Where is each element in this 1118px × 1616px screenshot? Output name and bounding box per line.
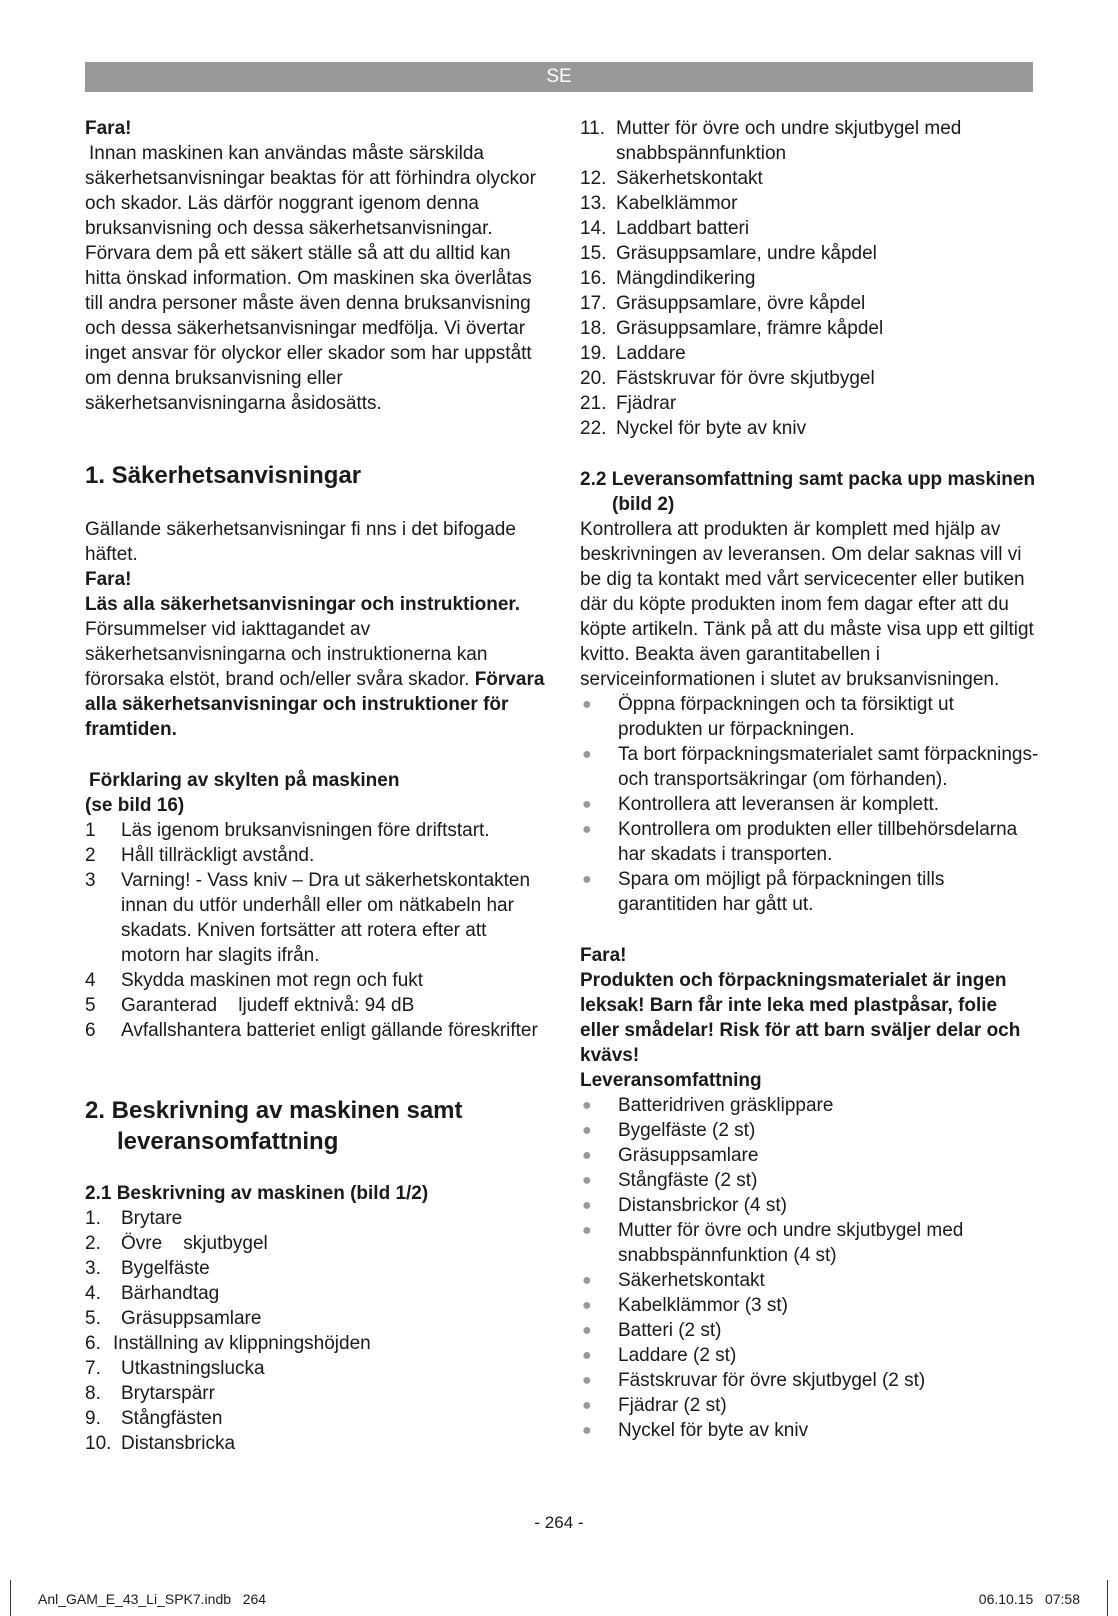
page-number: - 264 -	[534, 1513, 584, 1532]
part-item: 16. Mängdindikering	[580, 268, 756, 289]
sign-item: 6 Avfallshantera batteriet enligt gällande föreskrifter	[85, 1020, 538, 1041]
delivery-item: ● Nyckel för byte av kniv	[582, 1420, 809, 1441]
part-item: 6. Inställning av klippningshöjden	[85, 1333, 371, 1354]
left-column	[85, 116, 545, 1456]
delivery-item: ● Bygelfäste (2 st)	[582, 1120, 756, 1141]
footer-date-time: 06.10.15 07:58	[978, 1591, 1080, 1607]
part-item: 2. Övre skjutbygel	[85, 1233, 268, 1254]
section-2-2-text: Kontrollera att produkten är komplett med hjälp av beskrivningen av leveransen. Om delar saknas vill vi be dig ta kontakt med vårt servicecenter eller butiken där du köpte produkten inom fem dagar efter att du köpte artikeln. Tänk på att du måste visa upp ett giltigt kvitto. Beakta även garantitabellen i serviceinformationen i slutet av bruksanvisningen.	[580, 519, 1034, 690]
part-item: 9. Stångfästen	[85, 1408, 223, 1429]
part-item: 15. Gräsuppsamlare, undre kåpdel	[580, 243, 877, 264]
part-item: 10. Distansbricka	[85, 1433, 236, 1454]
delivery-list	[580, 1093, 1040, 1443]
unpack-step: ● Spara om möjligt på förpackningen tills garantitiden har gått ut.	[582, 869, 945, 915]
sign-heading: Förklaring av skylten på maskinen	[89, 770, 400, 791]
unpack-steps-list	[580, 692, 1040, 917]
part-item: 17. Gräsuppsamlare, övre kåpdel	[580, 293, 866, 314]
language-header-bar	[85, 62, 1033, 92]
section-1-warning	[85, 592, 545, 742]
section-2-2-heading: 2.2 Leveransomfattning samt packa upp maskinen (bild 2)	[580, 469, 1036, 515]
part-item: 22. Nyckel för byte av kniv	[580, 418, 807, 439]
danger-title: Fara!	[85, 118, 132, 139]
delivery-item: ● Batteridriven gräsklippare	[582, 1095, 834, 1116]
sign-item: 4 Skydda maskinen mot regn och fukt	[85, 970, 424, 991]
right-column	[580, 116, 1040, 1443]
language-code: SE	[546, 66, 572, 87]
unpack-step: ● Ta bort förpackningsmaterialet samt förpacknings- och transportsäkringar (om förhanden).	[582, 744, 1039, 790]
part-item: 3. Bygelfäste	[85, 1258, 210, 1279]
part-item: 13. Kabelklämmor	[580, 193, 738, 214]
unpack-step: ● Öppna förpackningen och ta försiktigt ut produkten ur förpackningen.	[582, 694, 954, 740]
delivery-item: ● Distansbrickor (4 st)	[582, 1195, 787, 1216]
delivery-item: ● Gräsuppsamlare	[582, 1145, 759, 1166]
delivery-heading: Leveransomfattning	[580, 1070, 762, 1091]
section-1-danger-title: Fara!	[85, 569, 132, 590]
part-item: 19. Laddare	[580, 343, 686, 364]
part-item: 5. Gräsuppsamlare	[85, 1308, 262, 1329]
warning-bold-1: Läs alla säkerhetsanvisningar och instruktioner.	[85, 594, 521, 615]
section-1-intro: Gällande säkerhetsanvisningar fi nns i det bifogade häftet.	[85, 519, 516, 565]
delivery-item: ● Batteri (2 st)	[582, 1320, 722, 1341]
section-1-heading: 1. Säkerhetsanvisningar	[85, 462, 362, 489]
part-item: 12. Säkerhetskontakt	[580, 168, 763, 189]
delivery-item: ● Mutter för övre och undre skjutbygel med snabbspännfunktion (4 st)	[582, 1220, 964, 1266]
part-item: 18. Gräsuppsamlare, främre kåpdel	[580, 318, 884, 339]
sign-item: 3 Varning! - Vass kniv – Dra ut säkerhetskontakten innan du utför underhåll eller om nätkabeln har skadats. Kniven fortsätter att rotera efter att motorn har slagits ifrån.	[85, 870, 531, 966]
part-item: 4. Bärhandtag	[85, 1283, 220, 1304]
warning-bold-2: Förvara alla säkerhetsanvisningar och instruktioner för framtiden.	[85, 669, 545, 740]
delivery-item: ● Kabelklämmor (3 st)	[582, 1295, 788, 1316]
sign-list	[85, 818, 545, 1043]
section-2-heading: 2. Beskrivning av maskinen samt leveransomfattning	[85, 1097, 463, 1155]
delivery-item: ● Fästskruvar för övre skjutbygel (2 st)	[582, 1370, 926, 1391]
sign-item: 2 Håll tillräckligt avstånd.	[85, 845, 315, 866]
part-item: 8. Brytarspärr	[85, 1383, 215, 1404]
part-item: 14. Laddbart batteri	[580, 218, 750, 239]
part-item: 11. Mutter för övre och undre skjutbygel med snabbspännfunktion	[580, 118, 962, 164]
unpack-step: ● Kontrollera om produkten eller tillbehörsdelarna har skadats i transporten.	[582, 819, 1018, 865]
crop-mark-right	[1107, 1580, 1108, 1616]
sign-item: 1 Läs igenom bruksanvisningen före driftstart.	[85, 820, 490, 841]
section-2-1-heading: 2.1 Beskrivning av maskinen (bild 1/2)	[85, 1183, 429, 1204]
delivery-item: ● Säkerhetskontakt	[582, 1270, 765, 1291]
parts-list-b	[580, 116, 1040, 441]
part-item: 7. Utkastningslucka	[85, 1358, 265, 1379]
footer-file-info: Anl_GAM_E_43_Li_SPK7.indb 264	[38, 1591, 267, 1607]
delivery-item: ● Stångfäste (2 st)	[582, 1170, 758, 1191]
parts-list-a	[85, 1206, 545, 1456]
sign-item: 5 Garanterad ljudeff ektnivå: 94 dB	[85, 995, 415, 1016]
part-item: 1. Brytare	[85, 1208, 183, 1229]
unpack-step: ● Kontrollera att leveransen är komplett.	[582, 794, 940, 815]
delivery-item: ● Laddare (2 st)	[582, 1345, 737, 1366]
part-item: 21. Fjädrar	[580, 393, 677, 414]
delivery-item: ● Fjädrar (2 st)	[582, 1395, 727, 1416]
danger-warning-2: Produkten och förpackningsmaterialet är ingen leksak! Barn får inte leka med plastpåsar, folie eller smådelar! Risk för att barn sväljer delar och kvävs!	[580, 970, 1021, 1066]
danger-title-2: Fara!	[580, 945, 627, 966]
warning-normal: Försummelser vid iakttagandet av säkerhetsanvisningarna och instruktionerna kan förorsaka elstöt, brand och/eller svåra skador.	[85, 619, 488, 690]
sign-heading-ref: (se bild 16)	[85, 795, 185, 816]
part-item: 20. Fästskruvar för övre skjutbygel	[580, 368, 875, 389]
danger-text: Innan maskinen kan användas måste särskilda säkerhetsanvisningar beaktas för att förhindra olyckor och skador. Läs därför noggrant igenom denna bruksanvisning och dessa säkerhetsanvisningar. Förvara dem på ett säkert ställe så att du alltid kan hitta önskad information. Om maskinen ska överlåtas till andra personer måste även denna bruksanvisning och dessa säkerhetsanvisningar medfölja. Vi övertar inget ansvar för olyckor eller skador som har uppstått om denna bruksanvisning eller säkerhetsanvisningarna åsidosätts.	[85, 143, 536, 414]
crop-mark-left	[10, 1580, 11, 1616]
